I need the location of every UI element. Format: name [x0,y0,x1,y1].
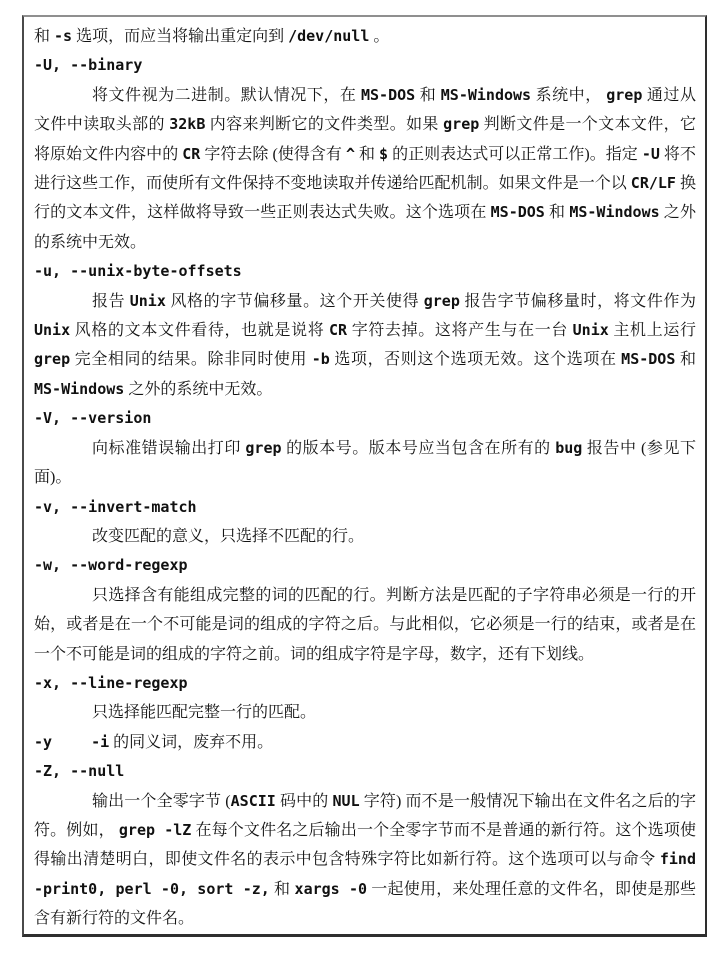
body-text: 在每个文件名之后输出一个全零字节而不是普通的新行符。这个选项使得输出清楚明白，即使文件名的表示中包含特殊字符比如新行符。这个选项可以与命令 [34,821,696,869]
code-text: -U [641,144,660,163]
code-text: grep -lZ [118,820,192,839]
body-text: 向标准错误输出打印 [92,439,246,457]
option-heading [34,257,696,286]
option-inline-entry [34,728,696,757]
code-text: grep [606,85,643,104]
body-text: 报告字节偏移量时，将文件作为 [459,292,696,310]
code-text: -b [311,350,330,369]
body-text: 的同义词，废弃不用。 [109,733,274,751]
option-heading [34,669,696,698]
code-text: find -print0, perl -0, sort -z, [34,850,696,898]
body-text: 只选择能匹配完整一行的匹配。 [92,704,317,722]
code-text: xargs -0 [294,879,368,898]
description-paragraph [34,287,696,405]
body-text: 完全相同的结果。除非同时使用 [70,351,312,369]
code-text: CR/LF [630,174,676,193]
option-heading [34,51,696,80]
body-text: 将文件视为二进制。默认情况下，在 [92,86,361,104]
code-text: MS-DOS [621,350,676,369]
code-text: Unix [129,291,166,310]
code-text: CR [329,321,348,340]
code-text: MS-Windows [34,379,125,398]
code-text: -x, --line-regexp [34,673,188,692]
code-text: grep [423,291,460,310]
body-text: 通过从文件中读取头部的 [34,86,696,134]
description-paragraph [34,698,696,727]
code-text: -Z, --null [34,762,125,781]
code-text: MS-DOS [490,203,545,222]
option-heading [34,404,696,433]
body-text: 风格的文本文件看待，也就是说将 [70,322,329,340]
body-text: 系统中， [531,86,607,104]
code-text: -v, --invert-match [34,497,197,516]
code-text: Unix [572,321,609,340]
man-page-content [34,22,696,934]
description-paragraph [34,434,696,493]
body-text: 的正则表达式可以正常工作)。指定 [388,145,642,163]
body-text: 一起使用，来处理任意的文件名，即使是那些含有新行符的文件名。 [34,880,696,928]
body-text: 和 [354,145,380,163]
code-text: NUL [332,791,360,810]
code-text: -i [91,732,110,751]
body-text: 。 [369,28,390,45]
body-text: 选项，而应当将输出重定向到 [72,28,289,45]
body-text: 内容来判断它的文件类型。如果 [205,116,444,134]
option-heading [34,493,696,522]
body-text: 判断文件是一个文本文件，它将原始文件内容中的 [34,116,696,163]
code-text: 32kB [169,115,206,134]
body-text: 字符) 而不是一般情况下输出在文件名之后的字符。例如， [34,792,696,839]
body-text: 之外的系统中无效。 [124,380,273,398]
body-text: 主机上运行 [608,322,696,340]
code-text: bug [555,438,583,457]
body-text: 之外的系统中无效。 [34,204,696,251]
code-text: -V, --version [34,409,152,428]
code-text: grep [245,438,282,457]
code-text: CR [182,144,201,163]
code-text: Unix [34,321,71,340]
continuation-paragraph [34,22,696,51]
body-text: 将不进行这些工作，而使所有文件保持不变地读取并传递给匹配机制。如果文件是一个以 [34,145,696,193]
body-text: 换行的文本文件，这样做将导致一些正则表达式失败。这个选项在 [34,175,696,222]
code-text: MS-DOS [360,85,416,104]
code-text: -w, --word-regexp [34,556,188,575]
code-text: grep [34,350,71,369]
description-paragraph [34,81,696,257]
body-text: 码中的 [275,792,333,810]
code-text: -u, --unix-byte-offsets [34,262,242,281]
description-paragraph [34,787,696,934]
document-frame [22,15,707,937]
body-text: 和 [675,351,696,369]
code-text: grep [443,115,480,134]
code-text: $ [379,144,389,163]
body-text: 和 [544,204,570,222]
code-text: /dev/null [288,27,370,45]
option-heading [34,757,696,786]
body-text: 的版本号。版本号应当包含在所有的 [281,439,556,457]
body-text: 和 [34,28,55,45]
code-text: -s [54,27,73,45]
description-paragraph [34,522,696,551]
code-text: ^ [345,144,355,163]
option-heading [34,551,696,580]
code-text: MS-Windows [569,203,660,222]
body-text: 字符去除 (使得含有 [200,145,346,163]
body-text: 风格的字节偏移量。这个开关使得 [165,292,424,310]
code-text: MS-Windows [440,85,532,104]
body-text: 字符去掉。这将产生与在一台 [347,322,573,340]
body-text: 输出一个全零字节 ( [92,792,231,810]
body-text: 只选择含有能组成完整的词的匹配的行。判断方法是匹配的子字符串必须是一行的开始，或者是在一个不可能是词的组成的字符之后。与此相似，它必须是一行的结束，或者是在一个不可能是词的组成的字符之前。词的组成字符是字母，数字，还有下划线。 [34,586,696,663]
code-text: -U, --binary [34,56,143,75]
body-text: 改变匹配的意义，只选择不匹配的行。 [92,527,365,545]
body-text: 报告 [92,292,130,310]
body-text: 和 [415,86,441,104]
body-text: 选项，否则这个选项无效。这个选项在 [329,351,622,369]
spacer [52,746,91,747]
body-text: 报告中 (参见下面)。 [34,439,696,487]
code-text: -y [34,732,53,751]
code-text: ASCII [230,791,276,810]
description-paragraph [34,581,696,669]
body-text: 和 [269,880,295,898]
